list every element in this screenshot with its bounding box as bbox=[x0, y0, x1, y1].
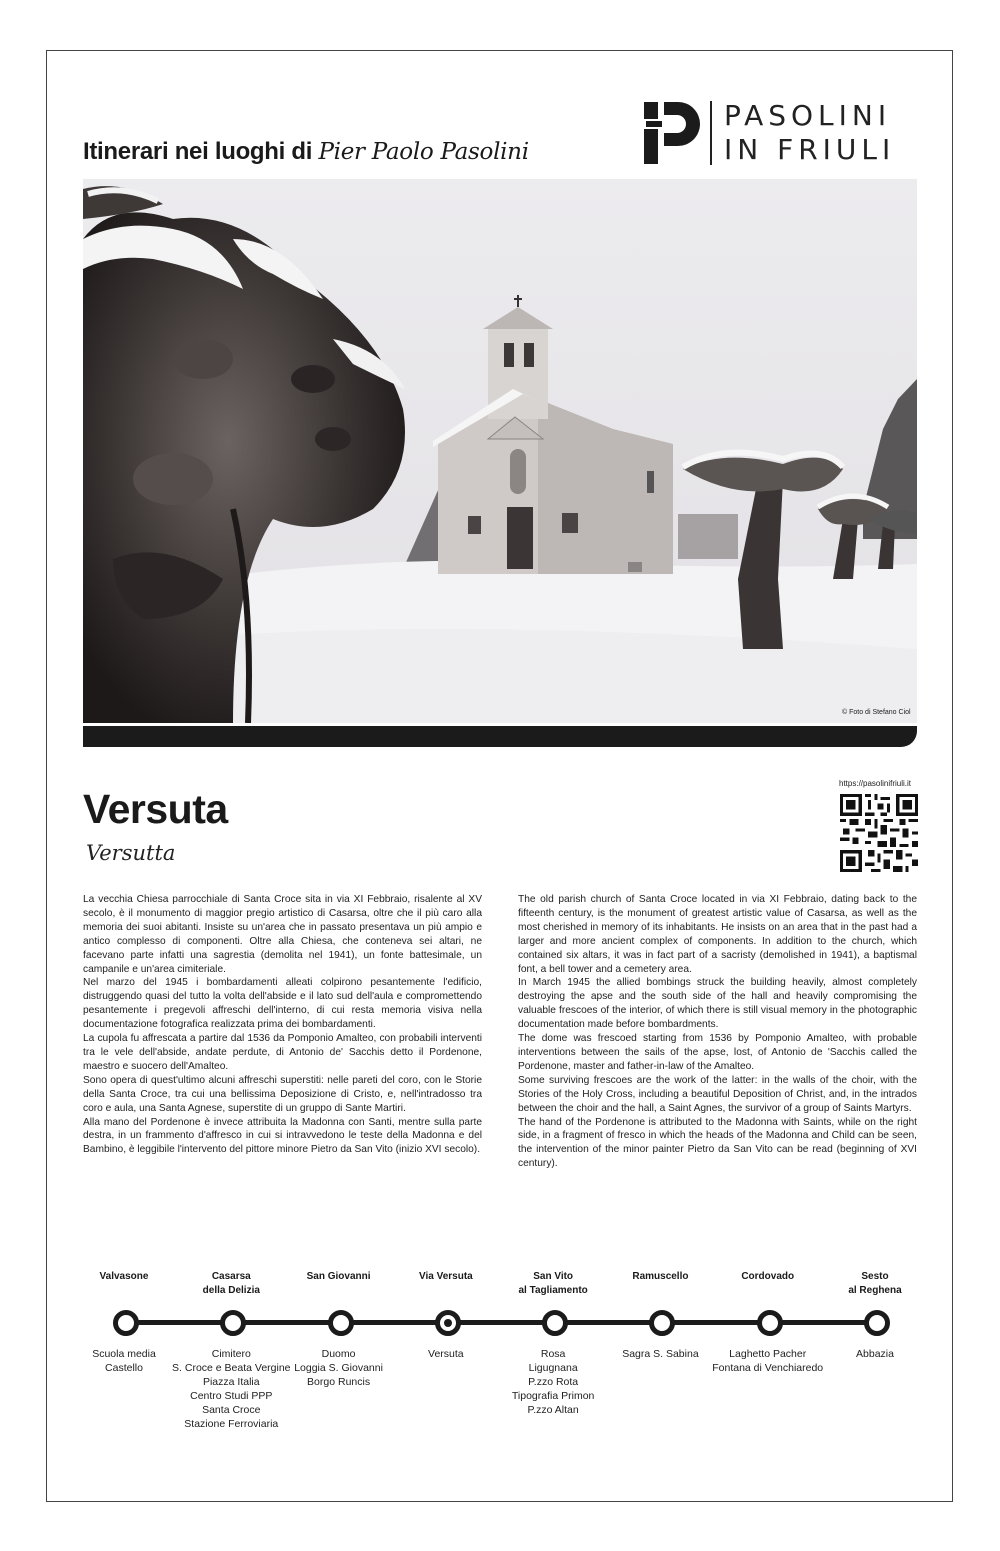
stop-place-item: Abbazia bbox=[856, 1348, 894, 1360]
description-english bbox=[518, 893, 917, 1171]
stop-name: San Vito al Tagliamento bbox=[518, 1271, 588, 1296]
stop-marker-icon bbox=[757, 1310, 783, 1336]
stop-place-item: Ligugnana bbox=[528, 1362, 578, 1374]
stop-name: Sesto al Reghena bbox=[848, 1271, 902, 1296]
divider-bar bbox=[83, 726, 917, 747]
description-italian bbox=[83, 893, 482, 1157]
stop-name: Ramuscello bbox=[632, 1271, 689, 1282]
place-title: Versuta bbox=[83, 786, 228, 832]
stop-place-item: Borgo Runcis bbox=[307, 1376, 371, 1388]
stop-place-item: Duomo bbox=[321, 1348, 356, 1360]
stop-place-item: Sagra S. Sabina bbox=[622, 1348, 699, 1360]
stop-place-item: S. Croce e Beata Vergine bbox=[172, 1362, 291, 1374]
paragraph-en: The dome was frescoed starting from 1536 by Pomponio Amalteo, with probable interventions between the sails of the apse, lost, of Antonio de 'Sacchis called the Pordenone, master and father-in-law of the Amalteo. bbox=[518, 1033, 917, 1072]
paragraph-it: La cupola fu affrescata a partire dal 1536 da Pomponio Amalteo, con probabili interventi tra le vele dell'abside, andate perdute, di Antonio de' Sacchis detto il Pordenone, maestro e suocero dell'Amalteo. bbox=[83, 1033, 482, 1072]
stop-place-item: Scuola media bbox=[92, 1348, 156, 1360]
stop-place-item: Fontana di Venchiaredo bbox=[712, 1362, 824, 1374]
stop-marker-icon bbox=[328, 1310, 354, 1336]
stop-name: Casarsa della Delizia bbox=[202, 1271, 260, 1296]
current-stop-marker-icon bbox=[435, 1310, 461, 1336]
paragraph-it: Nel marzo del 1945 i bombardamenti alleati colpirono pesantemente l'edificio, distruggendo quasi del tutto la volta dell'abside e il lato sud dell'aula e compromettendo pesantemente i pregevoli affreschi dell'interno, di cui resta memoria visiva nella documentazione fotografica realizzata prima dei bombardamenti. bbox=[83, 977, 482, 1031]
logo-line-1: PASOLINI bbox=[724, 99, 892, 132]
stop-place-item: Laghetto Pacher bbox=[729, 1348, 807, 1360]
church-photo bbox=[83, 179, 917, 723]
stop-place-item: Santa Croce bbox=[202, 1404, 261, 1416]
stop-place-item: Tipografia Primon bbox=[511, 1390, 595, 1402]
logo-divider bbox=[710, 101, 712, 165]
place-friulian-name: Versutta bbox=[86, 841, 176, 865]
stop-name: San Giovanni bbox=[306, 1271, 371, 1282]
stop-marker-icon bbox=[220, 1310, 246, 1336]
photo-credit: © Foto di Stefano Ciol bbox=[842, 709, 911, 716]
stop-place-item: Stazione Ferroviaria bbox=[184, 1418, 279, 1430]
stop-marker-icon bbox=[649, 1310, 675, 1336]
stop-places bbox=[800, 1347, 950, 1361]
stop-place-item: Piazza Italia bbox=[202, 1376, 260, 1388]
stop-marker-icon bbox=[113, 1310, 139, 1336]
paragraph-it: La vecchia Chiesa parrocchiale di Santa Croce sita in via XI Febbraio, risalente al XV secolo, è il monumento di maggior pregio artistico di Casarsa, oltre che il più caro alla memoria dei suoi abitanti. Insiste su un'area che in passato presentava un più ampio e antico complesso di componenti. Oltre alla Chiesa, che conteneva sei altari, ne facevano parte infatti una sagrestia (demolita nel 1941), un fonte battesimale, un campanile e un'area cimiteriale. bbox=[83, 894, 482, 975]
logo-line-2: IN FRIULI bbox=[724, 133, 896, 166]
qr-code-icon[interactable] bbox=[840, 794, 918, 872]
stop-place-item: Loggia S. Giovanni bbox=[294, 1362, 383, 1374]
stop-name: Valvasone bbox=[99, 1271, 149, 1282]
timeline-stop bbox=[800, 1270, 950, 1360]
paragraph-en: In March 1945 the allied bombings struck the building heavily, almost completely destroying the apse and the south side of the hall and heavily compromising the valuable frescoes of the interior, of which there is still visual memory in the photographic documentation made before bombardments. bbox=[518, 977, 917, 1031]
page-title bbox=[83, 138, 529, 166]
paragraph-en: The old parish church of Santa Croce located in via XI Febbraio, dating back to the fifteenth century, is the monument of greatest artistic value of Casarsa, as well as the most cherished in memory of its inhabitants. He insists on an area that in the past had a larger and more ancient complex of components. In addition to the church, which contained six altars, it was in fact part of a sacristy (demolished in 1941), a baptismal font, a bell tower and a cemetery area. bbox=[518, 894, 917, 975]
current-stop-dot bbox=[444, 1319, 452, 1327]
stop-marker-icon bbox=[864, 1310, 890, 1336]
stop-place-item: Versuta bbox=[428, 1348, 464, 1360]
stop-marker-icon bbox=[542, 1310, 568, 1336]
paragraph-it: Sono opera di quest'ultimo alcuni affreschi superstiti: nelle pareti del coro, con le Storie della Santa Croce, tra cui una bellissima Deposizione di Cristo, e, nell'intradosso tra coro e aula, una Santa Agnese, superstite di un gruppo di Sante Martiri. bbox=[83, 1074, 482, 1114]
pasolini-logo-icon bbox=[644, 102, 700, 164]
paragraph-en: Some surviving frescoes are the work of the latter: in the walls of the choir, with the Stories of the Holy Cross, including a beautiful Deposition of Christ, and, in the intrados between the choir and the hall, a Saint Agnes, the survivor of a group of Saints Martyrs. bbox=[518, 1074, 917, 1114]
stop-place-item: Rosa bbox=[540, 1348, 566, 1360]
stop-name: Via Versuta bbox=[418, 1271, 473, 1282]
title-prefix: Itinerari nei luoghi di bbox=[83, 138, 313, 165]
itinerary-timeline bbox=[0, 1270, 1000, 1470]
paragraph-it: Alla mano del Pordenone è invece attribuita la Madonna con Santi, mentre sulla parte destra, in un frammento d'affresco in cui si intravvedono le teste della Madonna e del Bambino, è leggibile l'intervento del pittore minore Pietro da San Vito (inizio XVI secolo). bbox=[83, 1116, 482, 1156]
stop-name: Cordovado bbox=[741, 1271, 795, 1282]
stop-place-item: Centro Studi PPP bbox=[190, 1390, 273, 1402]
stop-place-item: Castello bbox=[105, 1362, 143, 1374]
title-author: Pier Paolo Pasolini bbox=[318, 139, 529, 165]
stop-place-item: P.zzo Altan bbox=[527, 1404, 579, 1416]
stop-place-item: Cimitero bbox=[211, 1348, 251, 1360]
paragraph-en: The hand of the Pordenone is attributed to the Madonna with Saints, while on the right side, in a fragment of fresco in which the heads of the Madonna and Child can be seen, the intervention of the minor painter Pietro da San Vito can be read (beginning of XVI century). bbox=[518, 1116, 917, 1170]
stop-place-item: P.zzo Rota bbox=[528, 1376, 579, 1388]
website-url[interactable]: https://pasolinifriuli.it bbox=[839, 779, 912, 788]
